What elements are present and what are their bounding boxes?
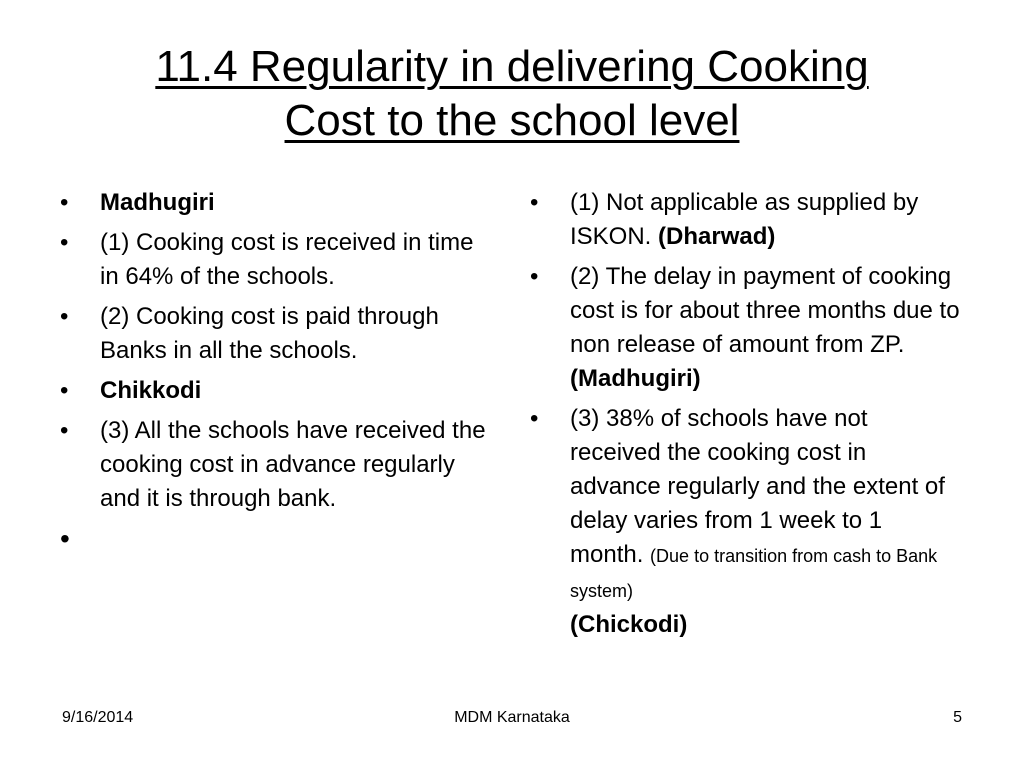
bullet-icon: • xyxy=(60,377,69,404)
list-item-text: (3) 38% of schools have not received the cooking cost in advance regularly and the extent of delay varies from 1 week to 1 month. xyxy=(570,405,945,568)
bullet-icon: • xyxy=(60,229,69,256)
list-item-note: (Due to transition from cash to Bank system) xyxy=(570,546,938,601)
district-tag: (Madhugiri) xyxy=(570,365,701,392)
heading-chikkodi: Chikkodi xyxy=(100,377,202,404)
footer-date: 9/16/2014 xyxy=(62,709,134,726)
list-item xyxy=(530,186,960,254)
bullet-icon: • xyxy=(60,417,69,444)
list-item-text: (1) Not applicable as supplied by ISKON. xyxy=(570,189,919,250)
list-item-text: (3) All the schools have received the cooking cost in advance regularly and it is through bank. xyxy=(100,417,486,512)
heading-madhugiri: Madhugiri xyxy=(100,189,215,216)
bullet-icon: • xyxy=(530,405,539,432)
slide-title-line-1: 11.4 Regularity in delivering Cooking xyxy=(155,42,869,91)
list-item-heading-madhugiri xyxy=(60,186,490,220)
list-item-text: (2) Cooking cost is paid through Banks in all the schools. xyxy=(100,303,439,364)
list-item xyxy=(530,402,960,642)
district-tag: (Chickodi) xyxy=(570,611,688,638)
slide-number: 5 xyxy=(953,709,962,726)
empty-list-item xyxy=(60,522,490,556)
bullet-icon: • xyxy=(60,303,69,330)
bullet-icon: • xyxy=(60,189,69,216)
slide-title-line-2: Cost to the school level xyxy=(284,96,740,145)
bullet-icon: • xyxy=(530,263,539,290)
right-column xyxy=(530,186,960,648)
list-item xyxy=(530,260,960,396)
bullet-icon: • xyxy=(530,189,539,216)
list-item-text: (2) The delay in payment of cooking cost is for about three months due to non release of amount from ZP. xyxy=(570,263,960,358)
footer-title: MDM Karnataka xyxy=(454,709,570,726)
left-column xyxy=(60,186,490,562)
list-item xyxy=(60,300,490,368)
list-item-text: (1) Cooking cost is received in time in 64% of the schools. xyxy=(100,229,474,290)
list-item-heading-chikkodi xyxy=(60,374,490,408)
list-item xyxy=(60,414,490,516)
slide-title xyxy=(40,40,984,148)
bullet-icon: • xyxy=(60,523,70,554)
list-item xyxy=(60,226,490,294)
district-tag: (Dharwad) xyxy=(658,223,776,250)
